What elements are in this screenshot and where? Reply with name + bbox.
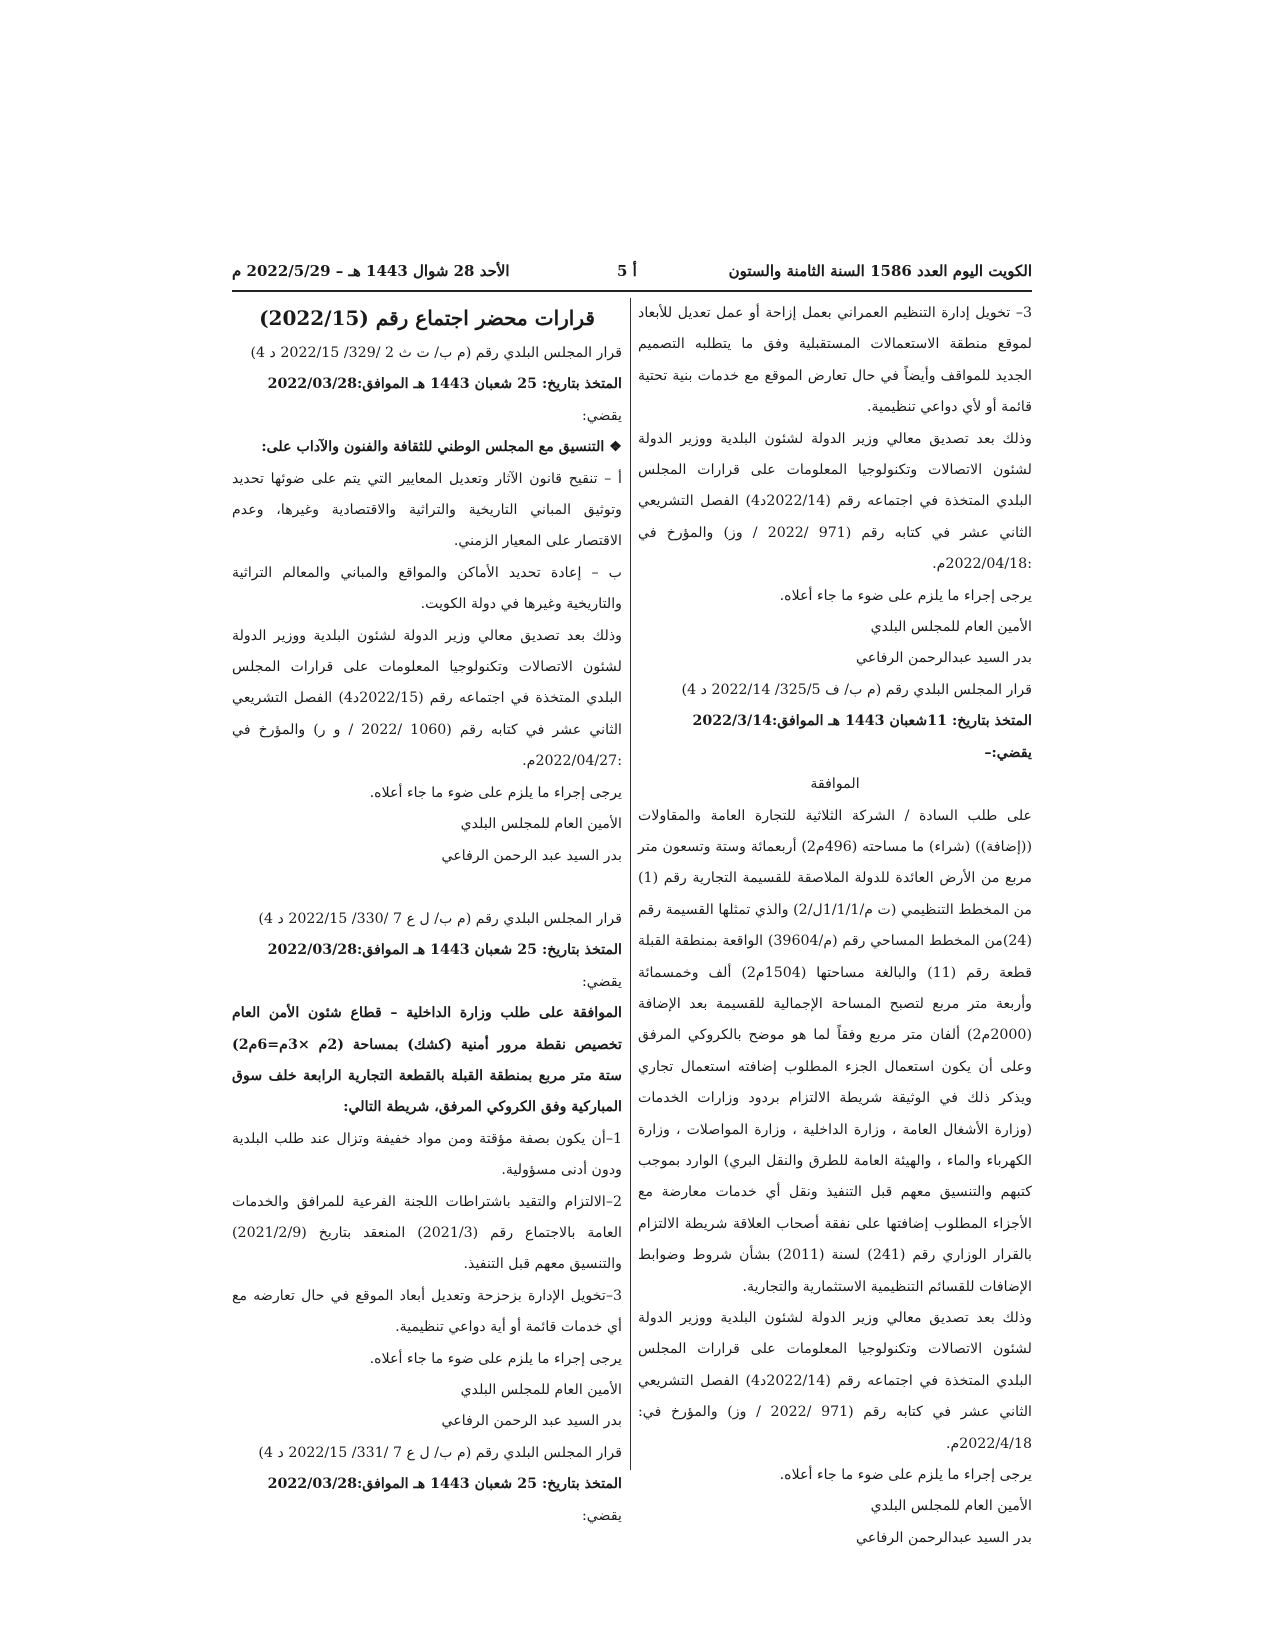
section-title: قرارات محضر اجتماع رقم (2022/15) — [259, 306, 595, 330]
decision-rules: يقضي: — [581, 973, 622, 990]
header-date: الأحد 28 شوال 1443 هـ – 2022/5/29 م — [232, 262, 510, 280]
left-column — [232, 298, 622, 1532]
spacer — [232, 872, 622, 904]
paragraph: وذلك بعد تصديق معالي وزير الدولة لشئون البلدية ووزير الدولة لشئون الاتصالات وتكنولوجيا المعلومات على قرارات المجلس البلدي المتخذة في اجتماعه رقم (2022/15د4) الفصل التشريعي الثاني عشر في كتابه رقم (1060 /2022 / و ر) والمؤرخ في :2022/04/27م. — [232, 627, 622, 770]
header-issue: الكويت اليوم العدد 1586 السنة الثامنة والستون — [728, 262, 1032, 280]
decision-date: المتخذ بتاريخ: 11شعبان 1443 هـ الموافق:2022/3/14 — [692, 713, 1032, 730]
signature-name: بدر السيد عبد الرحمن الرفاعي — [441, 1413, 622, 1430]
paragraph: 1–أن يكون بصفة مؤقتة ومن مواد خفيفة وتزال عند طلب البلدية ودون أدنى مسؤولية. — [232, 1130, 622, 1179]
paragraph: 3– تخويل إدارة التنظيم العمراني بعمل إزاحة أو عمل تعديل للأبعاد لموقع منطقة الاستعمالات المستقبلية وفق ما يتطلبه التصميم الجديد للمواقف وأيضاً في حال تعارض الموقع مع خدمات بنية تحتية قائمة أو لأي دواعي تنظيمية. — [638, 305, 1032, 416]
decision-date: المتخذ بتاريخ: 25 شعبان 1443 هـ الموافق:2022/03/28 — [267, 1476, 622, 1493]
header-page-number: أ 5 — [617, 262, 637, 280]
paragraph: يرجى إجراء ما يلزم على ضوء ما جاء أعلاه. — [369, 784, 622, 801]
page-header — [232, 262, 1032, 286]
paragraph: أ – تنقيح قانون الآثار وتعديل المعايير التي يتم على ضوئها تحديد وتوثيق المباني التاريخية والتراثية والاقتصادية وغيرها، وعدم الاقتصار على المعيار الزمني. — [232, 470, 622, 550]
decision-number: قرار المجلس البلدي رقم (م ب/ ت ث 2 /329/ 2022/15 د 4) — [250, 345, 622, 361]
decision-rules: يقضي:– — [984, 744, 1032, 761]
paragraph: وذلك بعد تصديق معالي وزير الدولة لشئون البلدية ووزير الدولة لشئون الاتصالات وتكنولوجيا المعلومات على قرارات المجلس البلدي المتخذة في اجتماعه رقم (2022/14د4) الفصل التشريعي الثاني عشر في كتابه رقم (971 /2022 / وز) والمؤرخ في :2022/04/18م. — [638, 430, 1032, 573]
paragraph: يرجى إجراء ما يلزم على ضوء ما جاء أعلاه. — [369, 1350, 622, 1367]
decision-date: المتخذ بتاريخ: 25 شعبان 1443 هـ الموافق:2022/03/28 — [267, 376, 622, 393]
signature-title: الأمين العام للمجلس البلدي — [870, 619, 1032, 636]
right-column — [638, 298, 1032, 1554]
paragraph: على طلب السادة / الشركة الثلاثية للتجارة العامة والمقاولات ((إضافة)) (شراء) ما مساحته (496م2) أربعمائة وستة وتسعون متر مربع من الأرض العائدة للدولة الملاصقة للقسيمة التجارية رقم (1) من المخطط التنظيمي (ت م/1/1/1ل/2) والذي تمثلها القسيمة رقم (24)من المخطط المساحي رقم (م/39604) الواقعة بمنطقة القبلة قطعة رقم (11) والبالغة مساحتها (1504م2) ألف وخمسمائة وأربعة متر مربع لتصبح المساحة الإجمالية للقسيمة بعد الإضافة (2000م2) ألفان متر مربع وفقاً لما هو موضح بالكروكي المرفق وعلى أن يكون استعمال الجزء المطلوب إضافته استعمال تجاري ويذكر ذلك في الوثيقة شريطة الالتزام بردود وزارات الخدمات (وزارة الأشغال العامة ، وزارة الداخلية ، وزارة المواصلات ، وزارة الكهرباء والماء ، والهيئة العامة للطرق والنقل البري) الوارد بموجب كتبهم والتنسيق معهم قبل التنفيذ ونقل أي خدمات معارضة مع الأجزاء المطلوب إضافتها على نفقة أصحاب العلاقة شريطة الالتزام بالقرار الوزاري رقم (241) لسنة (2011) بشأن شروط وضوابط الإضافات للقسائم التنظيمية الاستثمارية والتجارية. — [638, 807, 1033, 1295]
decision-rules: يقضي: — [581, 407, 622, 424]
column-divider — [630, 298, 631, 1470]
paragraph: يرجى إجراء ما يلزم على ضوء ما جاء أعلاه. — [779, 1467, 1032, 1484]
paragraph: 2–الالتزام والتقيد باشتراطات اللجنة الفرعية للمرافق والخدمات العامة بالاجتماع رقم (2021/3) المنعقد بتاريخ (2021/2/9) والتنسيق معهم قبل التنفيذ. — [232, 1193, 622, 1273]
signature-name: بدر السيد عبد الرحمن الرفاعي — [441, 847, 622, 864]
signature-title: الأمين العام للمجلس البلدي — [870, 1498, 1032, 1515]
decision-number: قرار المجلس البلدي رقم (م ب/ ل ع 7 /331/ 2022/15 د 4) — [258, 1444, 622, 1461]
signature-name: بدر السيد عبدالرحمن الرفاعي — [856, 650, 1032, 667]
header-divider — [232, 290, 1032, 292]
paragraph: ❖ التنسيق مع المجلس الوطني للثقافة والفنون والآداب على: — [261, 439, 622, 456]
paragraph: الموافقة على طلب وزارة الداخلية – قطاع شئون الأمن العام تخصيص نقطة مرور أمنية (كشك) بمساحة (2م ×3م=6م2) ستة متر مربع بمنطقة القبلة بالقطعة التجارية الرابعة خلف سوق المباركية وفق الكروكي المرفق، شريطة التالي: — [232, 1005, 622, 1116]
decision-number: قرار المجلس البلدي رقم (م ب/ ل ع 7 /330/ 2022/15 د 4) — [258, 910, 622, 927]
signature-name: بدر السيد عبدالرحمن الرفاعي — [856, 1529, 1032, 1546]
signature-title: الأمين العام للمجلس البلدي — [460, 1382, 622, 1398]
paragraph: ب – إعادة تحديد الأماكن والمواقع والمباني والمعالم التراثية والتاريخية وغيرها في دولة الكويت. — [232, 564, 622, 613]
decision-rules: يقضي: — [581, 1507, 622, 1524]
paragraph: يرجى إجراء ما يلزم على ضوء ما جاء أعلاه. — [779, 587, 1032, 604]
decision-date: المتخذ بتاريخ: 25 شعبان 1443 هـ الموافق:2022/03/28 — [267, 942, 622, 959]
paragraph: وذلك بعد تصديق معالي وزير الدولة لشئون البلدية ووزير الدولة لشئون الاتصالات وتكنولوجيا المعلومات على قرارات المجلس البلدي المتخذة في اجتماعه رقم (2022/14د4) الفصل التشريعي الثاني عشر في كتابه رقم (971 /2022 / وز) والمؤرخ في: 2022/4/18م. — [638, 1310, 1032, 1452]
decision-number: قرار المجلس البلدي رقم (م ب/ ف 325/5/ 2022/14 د 4) — [681, 681, 1032, 698]
paragraph: 3–تخويل الإدارة بزحزحة وتعديل أبعاد الموقع في حال تعارضه مع أي خدمات قائمة أو أية دواعي تنظيمية. — [232, 1287, 622, 1336]
signature-title: الأمين العام للمجلس البلدي — [460, 816, 622, 833]
approval-heading: الموافقة — [810, 776, 860, 793]
